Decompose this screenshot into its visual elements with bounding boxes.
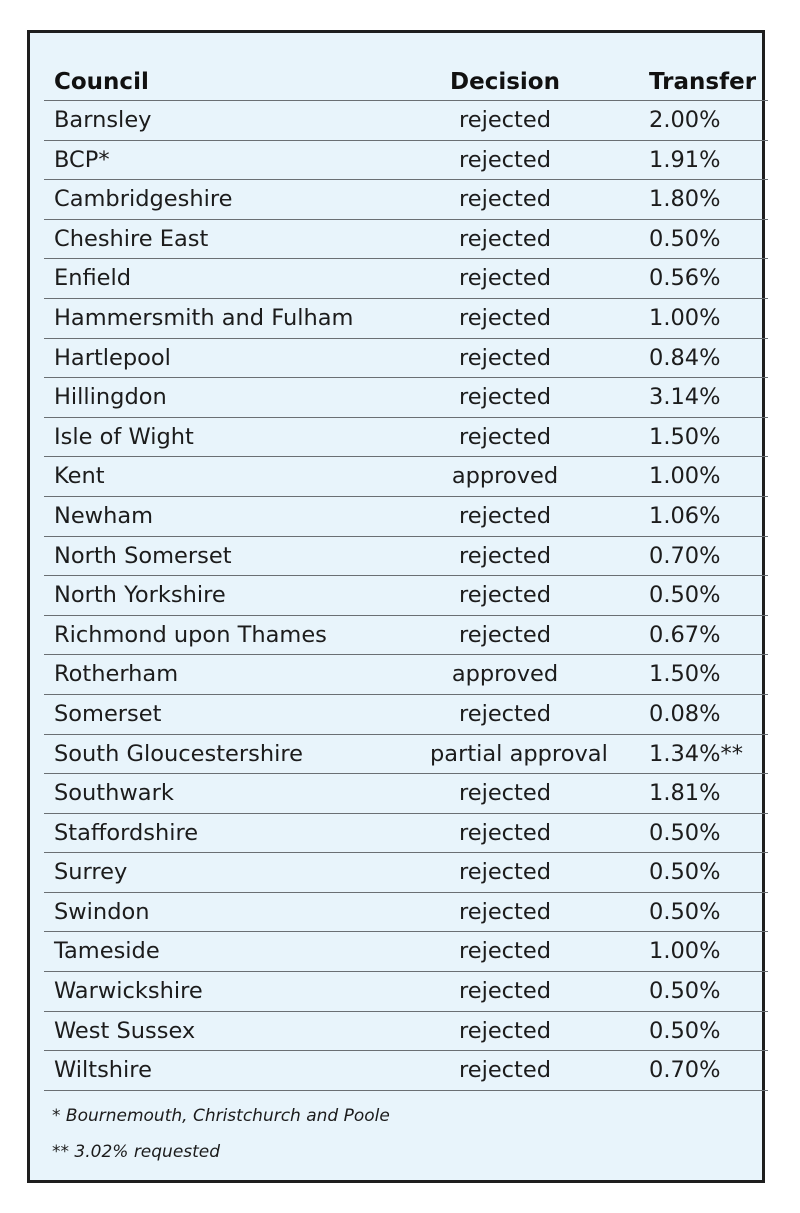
decision-cell: rejected	[458, 502, 551, 529]
transfer-cell: 3.14%	[649, 384, 721, 411]
transfer-cell: 0.70%	[649, 542, 721, 569]
decision-cell: rejected	[458, 186, 551, 213]
table-panel	[27, 30, 765, 1183]
decision-cell: rejected	[458, 344, 551, 371]
council-cell: Warwickshire	[54, 978, 203, 1005]
council-cell: Southwark	[54, 780, 174, 807]
table-row	[44, 141, 768, 181]
council-cell: Kent	[54, 463, 105, 490]
transfer-cell: 1.34%**	[649, 740, 743, 767]
table-row	[44, 695, 768, 735]
decision-cell: rejected	[458, 819, 551, 846]
transfer-cell: 1.50%	[649, 423, 721, 450]
decision-cell: rejected	[458, 107, 551, 133]
council-cell: Swindon	[54, 898, 150, 925]
council-cell: BCP*	[54, 146, 110, 173]
decision-cell: partial approval	[430, 740, 608, 767]
transfer-cell: 0.50%	[649, 225, 721, 252]
decision-cell: rejected	[458, 898, 551, 925]
council-cell: Hartlepool	[54, 344, 171, 371]
council-cell: West Sussex	[54, 1017, 196, 1044]
decision-cell: rejected	[458, 423, 551, 450]
header-council: Council	[54, 69, 149, 95]
council-cell: Rotherham	[54, 661, 179, 688]
decision-cell: rejected	[458, 542, 551, 569]
decision-cell: rejected	[458, 265, 551, 292]
table-row	[44, 972, 768, 1012]
footnote-requested: ** 3.02% requested	[52, 1142, 221, 1162]
transfer-cell: 1.91%	[649, 146, 721, 173]
transfer-cell: 0.50%	[649, 859, 721, 886]
table-row	[44, 418, 768, 458]
transfer-cell: 1.00%	[649, 463, 721, 490]
table-row	[44, 655, 768, 695]
decision-cell: rejected	[458, 225, 551, 252]
council-cell: Hillingdon	[54, 384, 167, 411]
table-row	[44, 220, 768, 260]
council-cell: North Somerset	[54, 542, 232, 569]
table-row	[44, 497, 768, 537]
transfer-cell: 0.84%	[649, 344, 721, 371]
transfer-cell: 1.06%	[649, 502, 721, 529]
council-cell: Hammersmith and Fulham	[54, 304, 354, 331]
council-cell: Enfield	[54, 265, 132, 292]
transfer-cell: 0.50%	[649, 898, 721, 925]
transfer-cell: 0.50%	[649, 978, 721, 1005]
transfer-cell: 0.50%	[649, 582, 721, 609]
decision-cell: rejected	[458, 384, 551, 411]
table-row	[44, 774, 768, 814]
decision-cell: rejected	[458, 582, 551, 609]
transfer-cell: 1.81%	[649, 780, 721, 807]
transfer-cell: 0.50%	[649, 1017, 721, 1044]
table-row	[44, 180, 768, 220]
council-cell: Somerset	[54, 700, 162, 727]
footnote-bcp: * Bournemouth, Christchurch and Poole	[52, 1106, 390, 1126]
transfer-cell: 0.50%	[649, 819, 721, 846]
table-row	[44, 1051, 768, 1091]
council-cell: South Gloucestershire	[54, 740, 303, 767]
header-decision: Decision	[450, 69, 560, 95]
table-row	[44, 616, 768, 656]
decision-cell: rejected	[458, 780, 551, 807]
table-row	[44, 932, 768, 972]
transfer-cell: 1.00%	[649, 304, 721, 331]
table-row	[44, 814, 768, 854]
table-row	[44, 457, 768, 497]
table-body	[44, 101, 768, 1091]
decision-cell: rejected	[458, 1017, 551, 1044]
table-row	[44, 1012, 768, 1052]
council-cell: Barnsley	[54, 107, 152, 133]
transfer-cell: 1.50%	[649, 661, 721, 688]
council-cell: Richmond upon Thames	[54, 621, 327, 648]
council-cell: Tameside	[54, 938, 160, 965]
council-decision-table	[44, 59, 768, 1091]
table-row	[44, 853, 768, 893]
council-cell: Newham	[54, 502, 154, 529]
decision-cell: rejected	[458, 304, 551, 331]
table-row	[44, 576, 768, 616]
header-transfer: Transfer	[649, 69, 757, 95]
table-header-row	[44, 59, 768, 101]
council-cell: Cambridgeshire	[54, 186, 233, 213]
decision-cell: approved	[451, 661, 559, 688]
decision-cell: rejected	[458, 1057, 551, 1084]
decision-cell: rejected	[458, 621, 551, 648]
decision-cell: rejected	[458, 978, 551, 1005]
transfer-cell: 0.70%	[649, 1057, 721, 1084]
council-cell: Staffordshire	[54, 819, 199, 846]
council-cell: Cheshire East	[54, 225, 209, 252]
transfer-cell: 0.67%	[649, 621, 721, 648]
transfer-cell: 0.56%	[649, 265, 721, 292]
decision-cell: rejected	[458, 859, 551, 886]
transfer-cell: 1.80%	[649, 186, 721, 213]
footnotes	[52, 1106, 752, 1178]
table-row	[44, 259, 768, 299]
decision-cell: rejected	[458, 938, 551, 965]
transfer-cell: 2.00%	[649, 107, 721, 133]
decision-cell: approved	[451, 463, 559, 490]
table-row	[44, 101, 768, 141]
council-cell: North Yorkshire	[54, 582, 226, 609]
transfer-cell: 0.08%	[649, 700, 721, 727]
decision-cell: rejected	[458, 700, 551, 727]
table-row	[44, 378, 768, 418]
council-cell: Surrey	[54, 859, 128, 886]
decision-cell: rejected	[458, 146, 551, 173]
table-row	[44, 537, 768, 577]
table-row	[44, 299, 768, 339]
council-cell: Wiltshire	[54, 1057, 152, 1084]
table-row	[44, 339, 768, 379]
transfer-cell: 1.00%	[649, 938, 721, 965]
table-row	[44, 735, 768, 775]
council-cell: Isle of Wight	[54, 423, 194, 450]
table-row	[44, 893, 768, 933]
